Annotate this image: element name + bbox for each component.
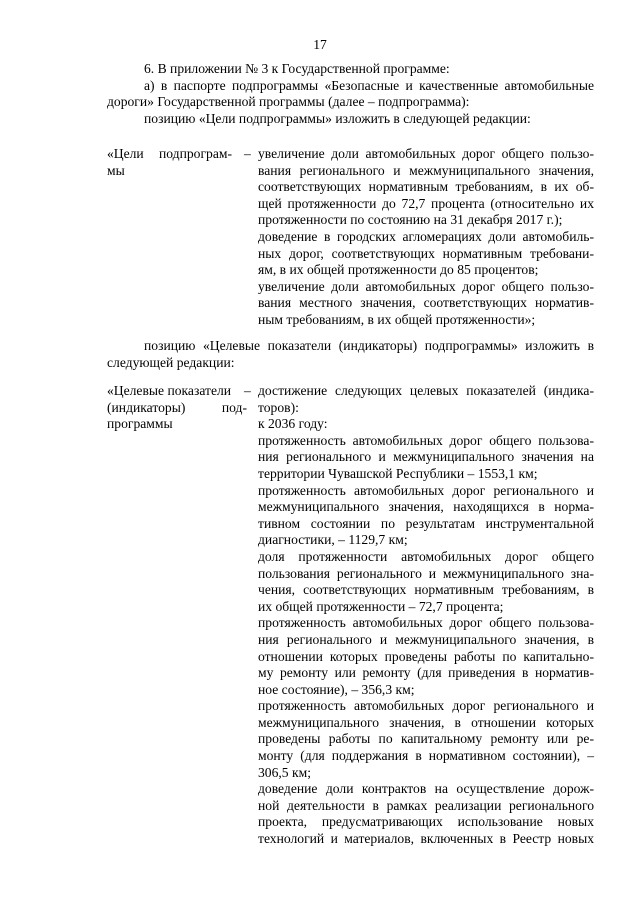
goals-text-line: увеличение доли автомобильных дорог общего пользо- (258, 146, 594, 161)
goals-text-line: доведение в городских агломерациях доли автомобиль- (258, 228, 594, 244)
indicators-text-line: проекта, предусматривающих использование новых (258, 814, 594, 830)
indicators-text-line: отношении которых проведены работы по капитально- (258, 648, 594, 664)
indicators-text-line: доля протяженности автомобильных дорог общего (258, 548, 594, 564)
indicators-text-line: протяженность автомобильных дорог общего пользова- (258, 615, 594, 631)
indicators-text-line: му ремонту или ремонту (для приведения в норматив- (258, 665, 594, 681)
paragraph-line: следующей редакции: (107, 354, 235, 370)
goals-text-line: ных дорог, соответствующих нормативным требовани- (258, 245, 594, 261)
indicators-label-part: под- (221, 399, 247, 415)
intro-line: а) в паспорте подпрограммы «Безопасные и качественные автомобильные (144, 77, 594, 93)
page-number: 17 (313, 37, 327, 52)
indicators-text-line: доведение доли контрактов на осуществление дорож- (258, 781, 594, 797)
indicators-text-line: 306,5 км; (258, 764, 311, 780)
goals-label-part: подпрограм- (159, 146, 232, 161)
indicators-text-line: территории Чувашской Республики – 1553,1 км; (258, 465, 538, 481)
goals-row (107, 146, 594, 336)
goals-text (258, 146, 594, 329)
goals-label-part: «Цели (107, 146, 144, 161)
indicators-text-line: их общей протяженности – 72,7 процента; (258, 598, 504, 614)
intro-line: дороги» Государственной программы (далее – подпрограмма): (107, 94, 470, 110)
indicators-text-line: торов): (258, 399, 299, 415)
indicators-row (107, 383, 594, 853)
indicators-text-line: ния регионального и межмуниципального значения на (258, 449, 594, 465)
indicators-text-line: чения, соответствующих нормативным требованиям, в (258, 582, 594, 598)
paragraph-indicators-intro (107, 338, 594, 371)
goals-dash: – (244, 146, 251, 161)
indicators-text-line: монту (для поддержания в нормативном состоянии), – (258, 748, 594, 764)
goals-text-line: щей протяженности до 72,7 процента (относительно их (258, 195, 594, 211)
goals-label (107, 146, 255, 179)
goals-text-line: протяженности по состоянию на 31 декабря 2017 г.); (258, 212, 563, 228)
intro-line: 6. В приложении № 3 к Государственной программе: (144, 61, 450, 76)
goals-text-line: соответствующих нормативным требованиям, в их об- (258, 179, 594, 195)
indicators-label-part: «Целевые показатели (107, 383, 232, 398)
intro-section (107, 61, 594, 127)
indicators-label-part: программы (107, 416, 173, 432)
indicators-text-line: протяженность автомобильных дорог регионального и (258, 482, 594, 498)
goals-text-line: ным требованиям, в их общей протяженности»; (258, 311, 536, 327)
indicators-text-line: межмуниципального значения, в отношении которых (258, 714, 594, 730)
indicators-text-line: диагностики, – 1129,7 км; (258, 532, 408, 548)
indicators-text-line: межмуниципального значения, находящихся в норма- (258, 499, 594, 515)
paragraph-line: позицию «Целевые показатели (индикаторы) подпрограммы» изложить в (144, 338, 594, 353)
indicators-text-line: проведены работы по капитальному ремонту или ре- (258, 731, 594, 747)
indicators-text-line: тивном состоянии по результатам инструментальной (258, 515, 594, 531)
indicators-text (258, 383, 594, 848)
goals-text-line: увеличение доли автомобильных дорог общего пользо- (258, 278, 594, 294)
goals-text-line: вания регионального и межмуниципального значения, (258, 162, 594, 178)
indicators-text-line: к 2036 году: (258, 416, 328, 432)
indicators-label-part: (индикаторы) (107, 399, 186, 415)
goals-text-line: вания местного значения, соответствующих норматив- (258, 295, 594, 311)
indicators-dash: – (244, 383, 251, 398)
indicators-label (107, 383, 255, 433)
indicators-text-line: ной деятельности в рамках реализации регионального (258, 797, 594, 813)
indicators-text-line: технологий и материалов, включенных в Реестр новых (258, 831, 594, 847)
goals-text-line: ям, в их общей протяженности до 85 процентов; (258, 262, 539, 278)
indicators-text-line: достижение следующих целевых показателей (индика- (258, 383, 594, 398)
indicators-text-line: ния регионального и межмуниципального значения, в (258, 631, 594, 647)
goals-label-part: мы (107, 162, 125, 178)
intro-line: позицию «Цели подпрограммы» изложить в следующей редакции: (144, 110, 531, 126)
indicators-text-line: ное состояние), – 356,3 км; (258, 681, 415, 697)
indicators-text-line: протяженность автомобильных дорог регионального и (258, 698, 594, 714)
indicators-text-line: пользования регионального и межмуниципального зна- (258, 565, 594, 581)
indicators-text-line: протяженность автомобильных дорог общего пользова- (258, 432, 594, 448)
